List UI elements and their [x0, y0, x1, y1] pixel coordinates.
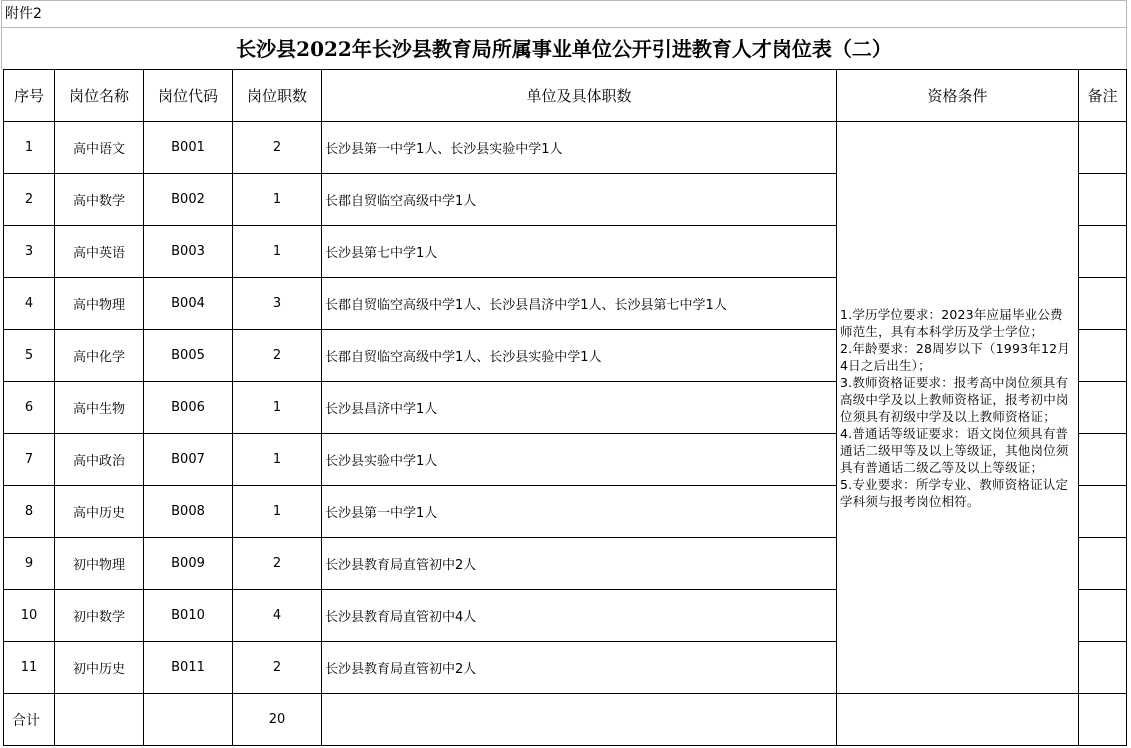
header-name: 岗位名称 — [55, 70, 144, 122]
qualification-item: 1.学历学位要求：2023年应届毕业公费师范生，具有本科学历及学士学位； — [840, 306, 1063, 339]
cell-units: 长沙县实验中学1人 — [322, 434, 837, 486]
cell-remarks — [1079, 538, 1127, 590]
total-row — [4, 694, 1127, 746]
cell-count: 1 — [233, 434, 322, 486]
header-units: 单位及具体职数 — [322, 70, 837, 122]
cell-name: 高中语文 — [55, 122, 144, 174]
cell-code: B007 — [144, 434, 233, 486]
cell-units: 长沙县第一中学1人、长沙县实验中学1人 — [322, 122, 837, 174]
qualification-item: 2.年龄要求：28周岁以下（1993年12月4日之后出生）； — [840, 340, 1070, 373]
positions-table — [3, 69, 1127, 746]
cell-no: 6 — [4, 382, 55, 434]
cell-code: B011 — [144, 642, 233, 694]
cell-remarks — [1079, 590, 1127, 642]
header-count: 岗位职数 — [233, 70, 322, 122]
qualification-item: 3.教师资格证要求：报考高中岗位须具有高级中学及以上教师资格证，报考初中岗位须具有初级中学及以上教师资格证； — [840, 374, 1069, 424]
cell-remarks — [1079, 486, 1127, 538]
cell-code: B001 — [144, 122, 233, 174]
cell-code: B009 — [144, 538, 233, 590]
cell-count: 3 — [233, 278, 322, 330]
cell-count: 1 — [233, 226, 322, 278]
cell-count: 1 — [233, 174, 322, 226]
cell-name: 高中生物 — [55, 382, 144, 434]
cell-no: 11 — [4, 642, 55, 694]
cell-remarks — [1079, 278, 1127, 330]
cell-no: 10 — [4, 590, 55, 642]
cell-no: 4 — [4, 278, 55, 330]
total-count: 20 — [233, 694, 322, 746]
cell-count: 2 — [233, 122, 322, 174]
cell-name: 初中数学 — [55, 590, 144, 642]
cell-no: 8 — [4, 486, 55, 538]
total-empty-code — [144, 694, 233, 746]
cell-no: 3 — [4, 226, 55, 278]
cell-code: B010 — [144, 590, 233, 642]
cell-code: B003 — [144, 226, 233, 278]
cell-remarks — [1079, 434, 1127, 486]
cell-no: 2 — [4, 174, 55, 226]
qualifications-cell — [837, 122, 1079, 694]
cell-units: 长沙县教育局直管初中4人 — [322, 590, 837, 642]
cell-code: B008 — [144, 486, 233, 538]
cell-remarks — [1079, 330, 1127, 382]
header-remarks: 备注 — [1079, 70, 1127, 122]
header-no: 序号 — [4, 70, 55, 122]
cell-remarks — [1079, 122, 1127, 174]
cell-name: 高中历史 — [55, 486, 144, 538]
header-qualifications: 资格条件 — [837, 70, 1079, 122]
cell-name: 初中历史 — [55, 642, 144, 694]
table-header-row — [4, 70, 1127, 122]
cell-count: 1 — [233, 382, 322, 434]
cell-name: 高中英语 — [55, 226, 144, 278]
cell-no: 5 — [4, 330, 55, 382]
cell-units: 长沙县教育局直管初中2人 — [322, 538, 837, 590]
total-empty-units — [322, 694, 837, 746]
cell-name: 高中物理 — [55, 278, 144, 330]
cell-remarks — [1079, 642, 1127, 694]
cell-name: 高中政治 — [55, 434, 144, 486]
cell-units: 长沙县教育局直管初中2人 — [322, 642, 837, 694]
cell-remarks — [1079, 226, 1127, 278]
cell-units: 长沙县第七中学1人 — [322, 226, 837, 278]
cell-no: 1 — [4, 122, 55, 174]
cell-code: B004 — [144, 278, 233, 330]
cell-code: B002 — [144, 174, 233, 226]
cell-name: 高中数学 — [55, 174, 144, 226]
cell-count: 2 — [233, 330, 322, 382]
cell-no: 7 — [4, 434, 55, 486]
total-label: 合计 — [4, 694, 55, 746]
attachment-label: 附件2 — [1, 0, 1127, 28]
cell-units: 长郡自贸临空高级中学1人、长沙县实验中学1人 — [322, 330, 837, 382]
header-code: 岗位代码 — [144, 70, 233, 122]
cell-count: 2 — [233, 538, 322, 590]
cell-remarks — [1079, 174, 1127, 226]
cell-code: B005 — [144, 330, 233, 382]
table-row — [4, 122, 1127, 174]
cell-units: 长郡自贸临空高级中学1人 — [322, 174, 837, 226]
total-empty-qualifications — [837, 694, 1079, 746]
cell-count: 1 — [233, 486, 322, 538]
qualification-item: 5.专业要求：所学专业、教师资格证认定学科须与报考岗位相符。 — [840, 476, 1069, 509]
cell-count: 4 — [233, 590, 322, 642]
cell-units: 长沙县昌济中学1人 — [322, 382, 837, 434]
cell-name: 高中化学 — [55, 330, 144, 382]
cell-remarks — [1079, 382, 1127, 434]
cell-units: 长沙县第一中学1人 — [322, 486, 837, 538]
cell-name: 初中物理 — [55, 538, 144, 590]
cell-count: 2 — [233, 642, 322, 694]
total-empty-remarks — [1079, 694, 1127, 746]
total-empty-name — [55, 694, 144, 746]
cell-code: B006 — [144, 382, 233, 434]
qualification-item: 4.普通话等级证要求：语文岗位须具有普通话二级甲等及以上等级证，其他岗位须具有普通话二级乙等及以上等级证； — [840, 425, 1069, 475]
cell-no: 9 — [4, 538, 55, 590]
cell-units: 长郡自贸临空高级中学1人、长沙县昌济中学1人、长沙县第七中学1人 — [322, 278, 837, 330]
page-title: 长沙县2022年长沙县教育局所属事业单位公开引进教育人才岗位表（二） — [1, 28, 1127, 70]
